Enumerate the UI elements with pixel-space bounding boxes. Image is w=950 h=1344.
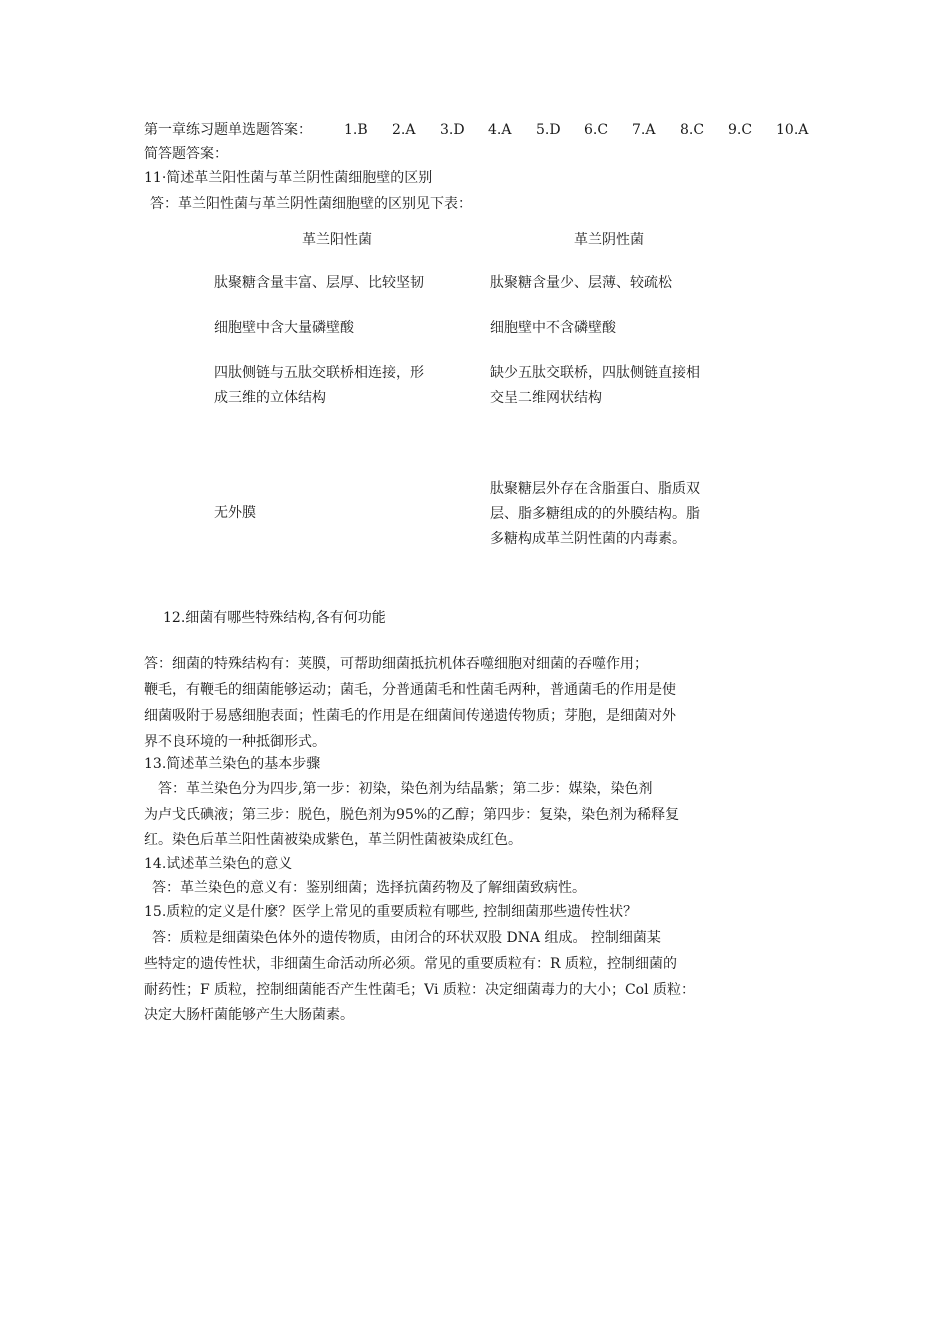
mc-answer: 2.A bbox=[392, 122, 416, 138]
mc-answer-row bbox=[144, 120, 824, 140]
q13-answer-line: 红。染色后革兰阳性菌被染成紫色，革兰阴性菌被染成红色。 bbox=[144, 832, 522, 848]
q14-question: 14.试述革兰染色的意义 bbox=[144, 856, 293, 872]
q15-question: 15.质粒的定义是什麼？医学上常见的重要质粒有哪些, 控制细菌那些遗传性状？ bbox=[144, 904, 638, 920]
q11-answer-intro: 答：革兰阳性菌与革兰阴性菌细胞壁的区别见下表： bbox=[150, 196, 472, 212]
q15-answer-line: 答：质粒是细菌染色体外的遗传物质，由闭合的环状双股 DNA 组成。 控制细菌某 bbox=[152, 930, 661, 946]
mc-answer: 9.C bbox=[728, 122, 753, 138]
table-header-positive: 革兰阳性菌 bbox=[302, 232, 372, 248]
q14-answer-line: 答：革兰染色的意义有：鉴别细菌；选择抗菌药物及了解细菌致病性。 bbox=[152, 880, 586, 896]
cell-line: 缺少五肽交联桥，四肽侧链直接相 bbox=[490, 365, 700, 381]
table-cell-positive bbox=[214, 316, 354, 341]
short-answer-header: 简答题答案： bbox=[144, 146, 228, 162]
q12-answer-line: 鞭毛，有鞭毛的细菌能够运动；菌毛，分普通菌毛和性菌毛两种，普通菌毛的作用是使 bbox=[144, 682, 676, 698]
cell-line: 无外膜 bbox=[214, 505, 256, 521]
mc-answer: 3.D bbox=[440, 122, 465, 138]
q12-answer-line: 界不良环境的一种抵御形式。 bbox=[144, 734, 326, 750]
cell-line: 四肽侧链与五肽交联桥相连接，形 bbox=[214, 365, 424, 381]
q13-question: 13.简述革兰染色的基本步骤 bbox=[144, 756, 321, 772]
q13-answer-line: 答：革兰染色分为四步,第一步：初染，染色剂为结晶紫；第二步：媒染，染色剂 bbox=[158, 781, 653, 797]
mc-answer: 4.A bbox=[488, 122, 512, 138]
q13-answer-line: 为卢戈氏碘液；第三步：脱色，脱色剂为95%的乙醇；第四步：复染，染色剂为稀释复 bbox=[144, 807, 680, 823]
q15-answer-line: 决定大肠杆菌能够产生大肠菌素。 bbox=[144, 1007, 354, 1023]
table-cell-positive bbox=[214, 271, 424, 296]
mc-label: 第一章练习题单选题答案： bbox=[144, 122, 312, 138]
mc-answer: 1.B bbox=[344, 122, 368, 138]
q15-answer-line: 耐药性；F 质粒，控制细菌能否产生性菌毛；Vi 质粒：决定细菌毒力的大小；Col 质粒： bbox=[144, 982, 696, 998]
q12-answer-line: 细菌吸附于易感细胞表面；性菌毛的作用是在细菌间传递遗传物质；芽胞，是细菌对外 bbox=[144, 708, 676, 724]
cell-line: 肽聚糖含量少、层薄、较疏松 bbox=[490, 275, 672, 291]
mc-answer: 8.C bbox=[680, 122, 705, 138]
cell-line: 细胞壁中不含磷壁酸 bbox=[490, 320, 616, 336]
table-cell-negative bbox=[490, 271, 672, 296]
table-cell-positive bbox=[214, 501, 256, 526]
cell-line: 层、脂多糖组成的的外膜结构。脂 bbox=[490, 506, 700, 522]
table-header-negative: 革兰阴性菌 bbox=[574, 232, 644, 248]
table-cell-negative bbox=[490, 361, 700, 411]
cell-line: 肽聚糖层外存在含脂蛋白、脂质双 bbox=[490, 481, 700, 497]
cell-line: 肽聚糖含量丰富、层厚、比较坚韧 bbox=[214, 275, 424, 291]
table-cell-positive bbox=[214, 361, 424, 411]
table-cell-negative bbox=[490, 477, 700, 552]
q12-question: 12.细菌有哪些特殊结构,各有何功能 bbox=[163, 610, 386, 626]
mc-answer: 5.D bbox=[536, 122, 561, 138]
mc-answer: 6.C bbox=[584, 122, 609, 138]
cell-line: 成三维的立体结构 bbox=[214, 390, 326, 406]
q11-question: 11·简述革兰阳性菌与革兰阴性菌细胞壁的区别 bbox=[144, 170, 433, 186]
mc-answer: 10.A bbox=[776, 122, 809, 138]
cell-line: 多糖构成革兰阴性菌的内毒素。 bbox=[490, 531, 686, 547]
cell-line: 交呈二维网状结构 bbox=[490, 390, 602, 406]
cell-line: 细胞壁中含大量磷壁酸 bbox=[214, 320, 354, 336]
mc-answer: 7.A bbox=[632, 122, 656, 138]
table-cell-negative bbox=[490, 316, 616, 341]
q12-answer-line: 答：细菌的特殊结构有：荚膜，可帮助细菌抵抗机体吞噬细胞对细菌的吞噬作用； bbox=[144, 656, 648, 672]
q15-answer-line: 些特定的遗传性状，非细菌生命活动所必须。常见的重要质粒有：R 质粒，控制细菌的 bbox=[144, 956, 677, 972]
